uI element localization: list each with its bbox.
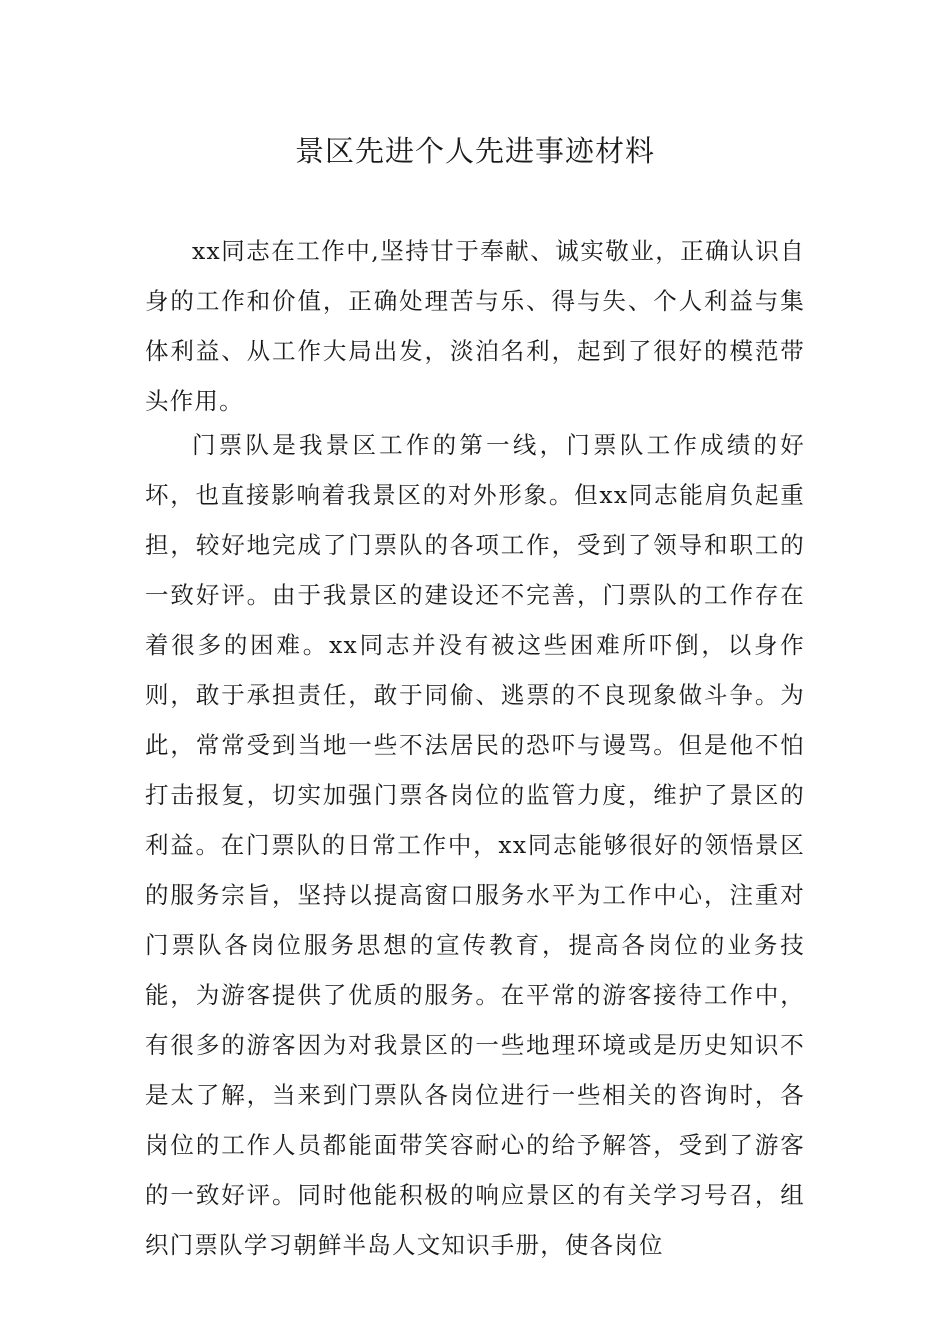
paragraph-1: xx同志在工作中,坚持甘于奉献、诚实敬业，正确认识自身的工作和价值，正确处理苦与乐、得与失、个人利益与集体利益、从工作大局出发，淡泊名利，起到了很好的模范带头作用。 <box>145 237 805 415</box>
paragraph-2: 门票队是我景区工作的第一线，门票队工作成绩的好坏，也直接影响着我景区的对外形象。但xx同志能肩负起重担，较好地完成了门票队的各项工作，受到了领导和职工的一致好评。由于我景区的建设还不完善，门票队的工作存在着很多的困难。xx同志并没有被这些困难所吓倒，以身作则，敢于承担责任，敢于同偷、逃票的不良现象做斗争。为此，常常受到当地一些不法居民的恐吓与谩骂。但是他不怕打击报复，切实加强门票各岗位的监管力度，维护了景区的利益。在门票队的日常工作中，xx同志能够很好的领悟景区的服务宗旨，坚持以提高窗口服务水平为工作中心，注重对门票队各岗位服务思想的宣传教育，提高各岗位的业务技能，为游客提供了优质的服务。在平常的游客接待工作中，有很多的游客因为对我景区的一些地理环境或是历史知识不是太了解，当来到门票队各岗位进行一些相关的咨询时，各岗位的工作人员都能面带笑容耐心的给予解答，受到了游客的一致好评。同时他能积极的响应景区的有关学习号召，组织门票队学习朝鲜半岛人文知识手册，使各岗位 <box>145 431 805 1259</box>
document-title: 景区先进个人先进事迹材料 <box>294 134 655 168</box>
